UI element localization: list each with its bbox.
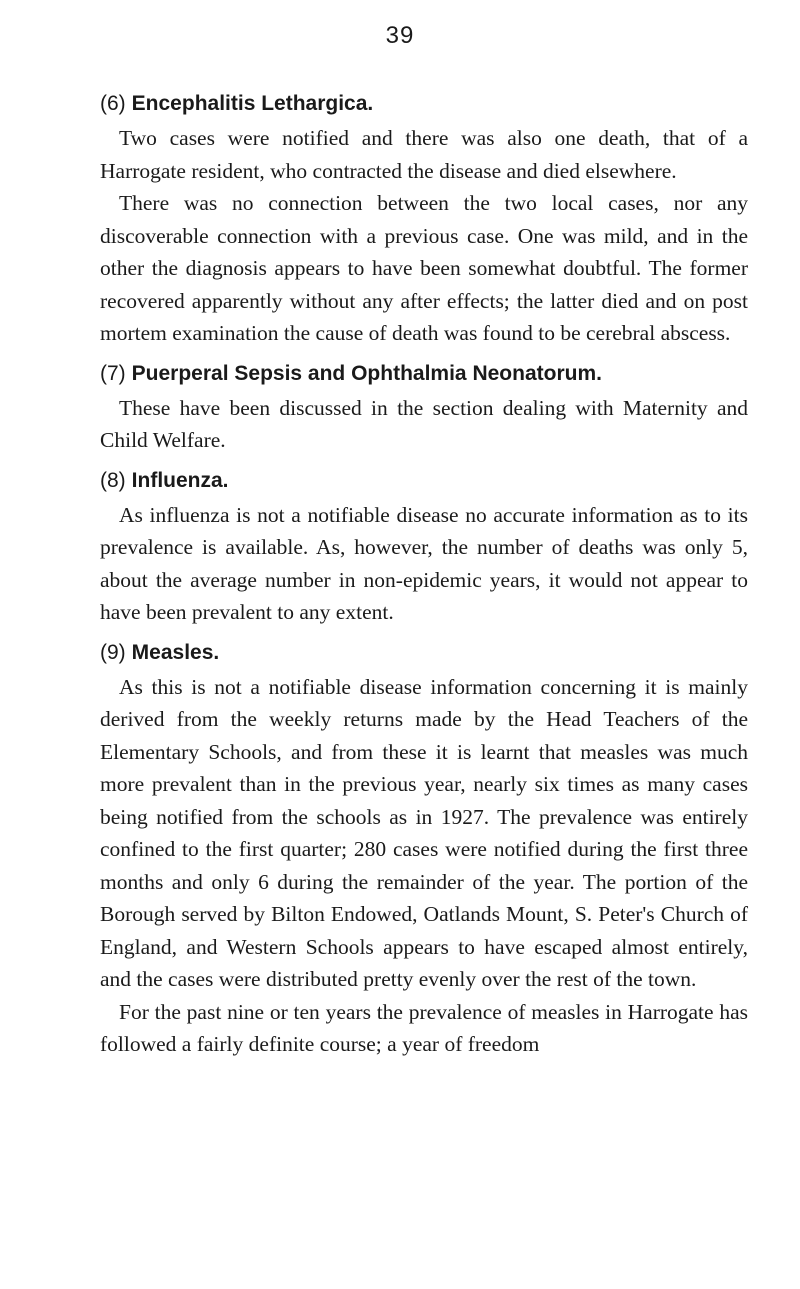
- paragraph: For the past nine or ten years the prevalence of measles in Harrogate has followed a fairly definite course; a year of freedom: [100, 999, 748, 1056]
- document-body: [100, 88, 748, 1069]
- paragraph: As influenza is not a notifiable disease no accurate information as to its prevalence is available. As, however, the number of deaths was only 5, about the average number in non-epidemic years, it would not appear to have been prevalent to any extent.: [100, 502, 748, 624]
- section-title: Puerperal Sepsis and Ophthalmia Neonatorum.: [131, 361, 602, 385]
- section-title: Measles.: [131, 640, 220, 664]
- paragraph: Two cases were notified and there was also one death, that of a Harrogate resident, who contracted the disease and died elsewhere.: [100, 126, 748, 183]
- section-title: Encephalitis Lethargica.: [131, 92, 374, 115]
- section-measles: [100, 637, 748, 1061]
- section-encephalitis-lethargica: [100, 88, 748, 350]
- section-number: (9): [100, 640, 126, 664]
- section-influenza: [100, 465, 748, 629]
- section-number: (6): [100, 92, 126, 115]
- section-heading: [100, 358, 748, 390]
- paragraph: These have been discussed in the section dealing with Maternity and Child Welfare.: [100, 395, 748, 452]
- paragraph: As this is not a notifiable disease information concerning it is mainly derived from the weekly returns made by the Head Teachers of the Elementary Schools, and from these it is learnt that measles was much more prevalent than in the previous year, nearly six times as many cases being notified from the schools as in 1927. The prevalence was entirely confined to the first quarter; 280 cases were notified during the first three months and only 6 during the remainder of the year. The portion of the Borough served by Bilton Endowed, Oatlands Mount, S. Peter's Church of England, and Western Schools appears to have escaped almost entirely, and the cases were distributed pretty evenly over the rest of the town.: [100, 674, 748, 991]
- section-heading: [100, 465, 748, 497]
- paragraph: There was no connection between the two local cases, nor any discoverable connection with a previous case. One was mild, and in the other the diagnosis appears to have been somewhat doubtful. The former recovered apparently without any after effects; the latter died and on post mortem examination the cause of death was found to be cerebral abscess.: [100, 191, 748, 345]
- page-number: 39: [385, 22, 415, 49]
- section-number: (8): [100, 468, 126, 492]
- section-number: (7): [100, 361, 126, 385]
- section-heading: [100, 88, 748, 120]
- section-heading: [100, 637, 748, 669]
- section-puerperal-sepsis: [100, 358, 748, 457]
- section-title: Influenza.: [131, 468, 229, 492]
